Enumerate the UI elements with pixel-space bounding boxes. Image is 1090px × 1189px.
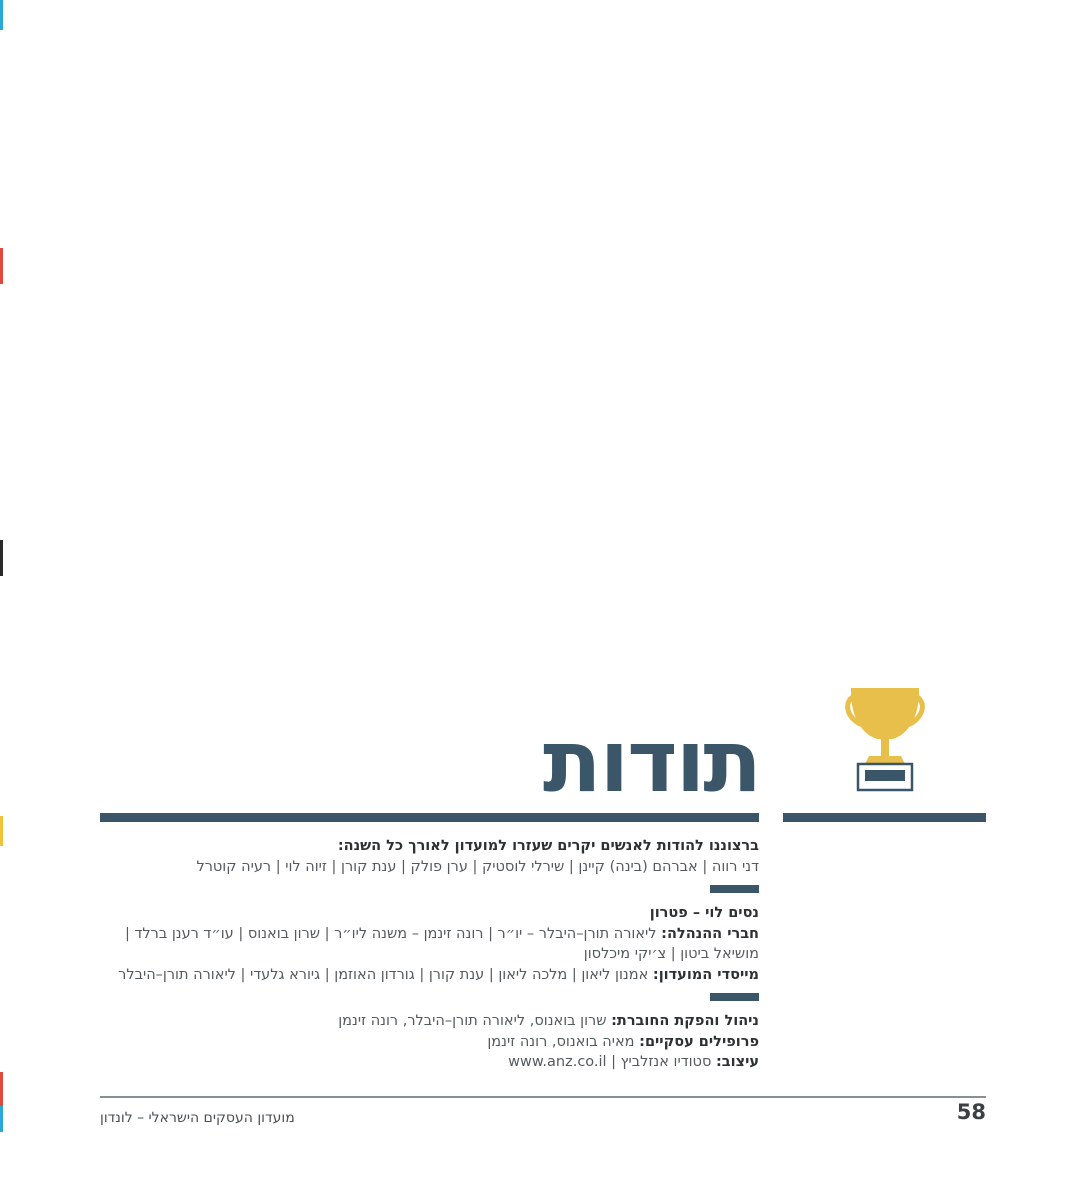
production-label: ניהול והפקת החוברת: [611,1013,759,1029]
footer-rule [100,1096,986,1098]
section-separator [710,993,759,1001]
page-title: תודות [542,712,760,812]
edge-mark-red-bottom [0,1072,3,1106]
footer-publication-name: מועדון העסקים הישראלי – לונדון [100,1110,295,1126]
edge-mark-blue [0,0,3,30]
board-names-continued: מושיאל ביטון | צ׳יקי מיכלסון [583,946,759,962]
founders-names: אמנון ליאון | מלכה ליאון | ענת קורן | גורדון האוזמן | גיורא גלעדי | ליאורה תורן–היבלר [118,966,649,983]
profiles-label: פרופילים עסקיים: [639,1033,759,1050]
edge-mark-dark [0,540,3,576]
intro-names: דני רווה | אברהם (בינה) קיינן | שירלי לוסטיק | ערן פולק | ענת קורן | זיוה לוי | רעיה קוטרל [196,858,759,875]
edge-mark-blue-bottom [0,1106,3,1132]
edge-mark-red [0,248,3,284]
page-number: 58 [956,1100,986,1124]
design-value: סטודיו אנזלביץ | www.anz.co.il [508,1054,712,1070]
founders-label: מייסדי המועדון: [652,966,759,983]
title-underline [100,813,759,822]
trophy-icon [843,684,927,794]
edge-mark-yellow [0,816,3,846]
board-label: חברי ההנהלה: [661,925,759,942]
patron-line: נסים לוי – פטרון [649,905,759,921]
section-separator [710,885,759,893]
profiles-value: מאיה בואנוס, רונה זינמן [487,1033,635,1050]
production-value: שרון בואנוס, ליאורה תורן–היבלר, רונה זינמן [338,1013,607,1029]
icon-underline [783,813,986,822]
design-label: עיצוב: [715,1054,759,1070]
board-names: ליאורה תורן–היבלר – יו״ר | רונה זינמן – משנה ליו״ר | שרון בואנוס | עו״ד רענן ברלד | [125,925,657,942]
intro-heading: ברצוננו להודות לאנשים יקרים שעזרו למועדון לאורך כל השנה: [337,838,759,854]
acknowledgements-body [99,836,759,1073]
